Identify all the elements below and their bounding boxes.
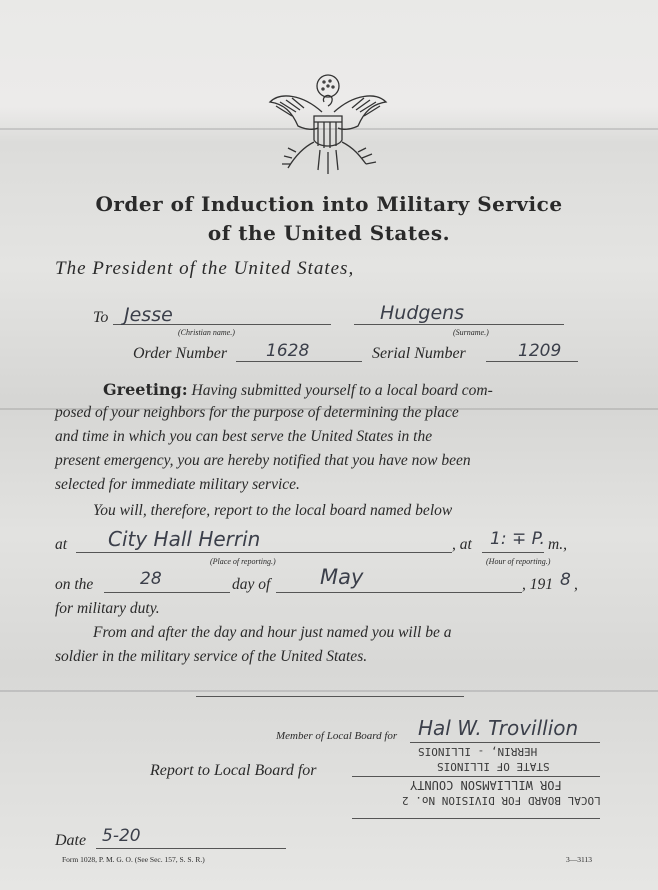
great-seal-eagle-icon xyxy=(262,72,394,176)
date-line xyxy=(96,848,286,849)
form-code: 3—3113 xyxy=(566,855,592,864)
month-value: May xyxy=(320,565,364,589)
year-prefix: , 191 xyxy=(522,576,553,593)
stamp-line1: HERRIN, - ILLINOIS xyxy=(418,745,538,758)
greeting-line4: present emergency, you are hereby notified that you have now been xyxy=(55,452,471,469)
member-signature: Hal W. Trovillion xyxy=(418,716,579,740)
greeting-line3: and time in which you can best serve the United States in the xyxy=(55,428,433,445)
stamp-line2: STATE OF ILLINOIS xyxy=(437,760,550,773)
member-board-label: Member of Local Board for xyxy=(276,730,398,742)
order-number-value: 1628 xyxy=(266,341,310,361)
place-line xyxy=(76,552,452,553)
christian-name-value: Jesse xyxy=(124,304,173,326)
serial-number-line xyxy=(486,361,578,362)
document-title-line1: Order of Induction into Military Service xyxy=(95,192,563,216)
order-number-label: Order Number xyxy=(133,345,228,362)
on-the-label: on the xyxy=(55,576,94,593)
serial-number-value: 1209 xyxy=(518,341,562,361)
place-value: City Hall Herrin xyxy=(108,527,261,551)
year-suffix: , xyxy=(574,576,578,593)
date-label: Date xyxy=(55,832,87,849)
year-digit: 8 xyxy=(560,570,571,590)
fold-crease xyxy=(0,690,658,692)
to-label: To xyxy=(93,309,109,326)
closing-line2: soldier in the military service of the United States. xyxy=(55,648,368,665)
hour-caption: (Hour of reporting.) xyxy=(486,557,551,566)
document-title-line2: of the United States. xyxy=(207,221,451,245)
form-note: Form 1028, P. M. G. O. (See Sec. 157, S. S. R.) xyxy=(62,855,205,864)
president-line: The President of the United States, xyxy=(55,258,355,279)
day-of-label: day of xyxy=(232,576,271,593)
hour-suffix: m., xyxy=(548,536,567,553)
closing-line1: From and after the day and hour just named you will be a xyxy=(93,624,452,641)
hour-line xyxy=(482,552,544,553)
month-line xyxy=(276,592,522,593)
greeting-line1 xyxy=(103,380,493,400)
day-value: 28 xyxy=(140,569,162,589)
day-line xyxy=(104,592,230,593)
military-duty-line: for military duty. xyxy=(55,600,160,617)
date-value: 5-20 xyxy=(102,826,141,846)
report-at-label: at xyxy=(55,536,68,553)
greeting-line5: selected for immediate military service. xyxy=(55,476,300,493)
report-at2-label: , at xyxy=(452,536,472,553)
greeting-line2: posed of your neighbors for the purpose of determining the place xyxy=(55,404,459,421)
blank-signature-line xyxy=(196,696,464,697)
serial-number-label: Serial Number xyxy=(372,345,466,362)
report-line1: You will, therefore, report to the local board named below xyxy=(93,502,453,519)
christian-name-caption: (Christian name.) xyxy=(178,328,235,337)
report-board-line xyxy=(352,776,600,777)
hour-value: 1: ∓ P. xyxy=(490,529,545,549)
stamp-line3: FOR WILLIAMSON COUNTY xyxy=(410,778,562,792)
report-board-label: Report to Local Board for xyxy=(150,762,317,779)
surname-caption: (Surname.) xyxy=(453,328,489,337)
surname-line xyxy=(354,324,564,325)
place-caption: (Place of reporting.) xyxy=(210,557,276,566)
report-board-line2 xyxy=(352,818,600,819)
greeting-text: Having submitted yourself to a local board com- xyxy=(191,382,493,399)
surname-value: Hudgens xyxy=(380,302,465,324)
stamp-line4: LOCAL BOARD FOR DIVISION No. 2 xyxy=(402,794,601,807)
greeting-lead: Greeting: xyxy=(103,380,188,399)
member-signature-line xyxy=(410,742,600,743)
order-number-line xyxy=(236,361,362,362)
